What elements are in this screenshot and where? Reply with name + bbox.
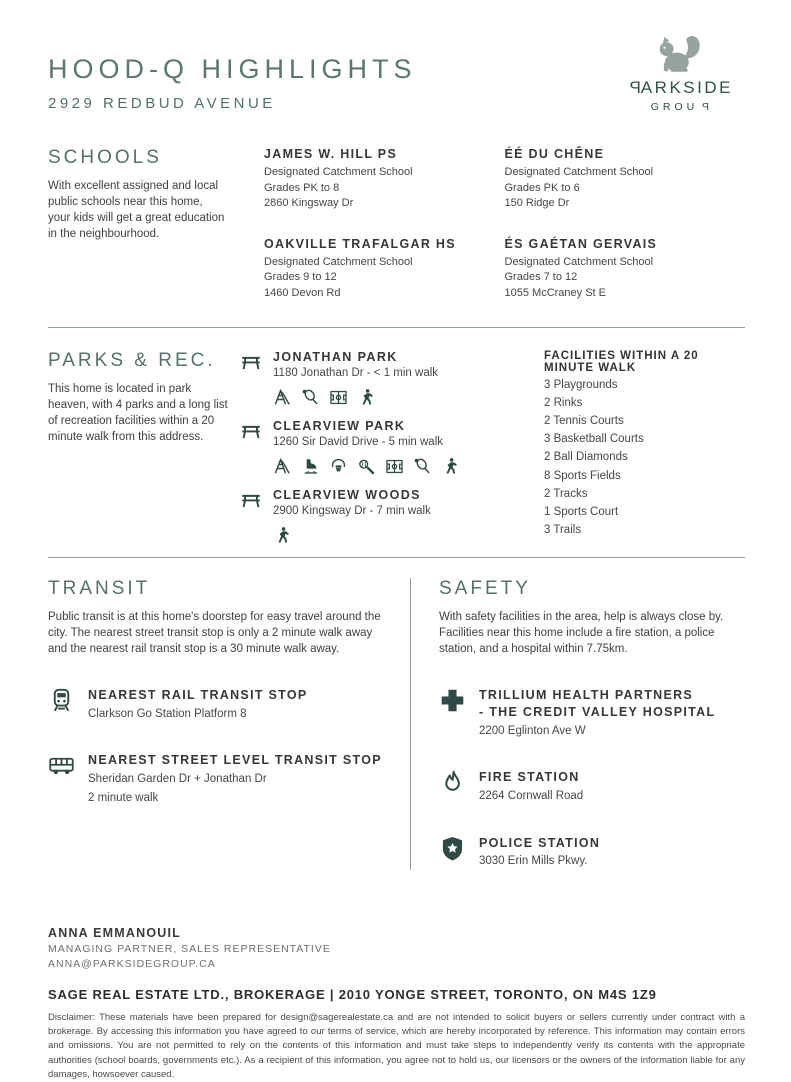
school-grades: Grades PK to 8 bbox=[264, 181, 340, 194]
squirrel-icon bbox=[654, 30, 706, 76]
brand-logo bbox=[615, 30, 745, 113]
bus-icon bbox=[48, 752, 75, 779]
facility-item: 3 Basketball Courts bbox=[544, 433, 644, 446]
shield-icon bbox=[439, 835, 466, 862]
school-type: Designated Catchment School bbox=[264, 166, 413, 178]
poi-title-line: FIRE STATION bbox=[479, 770, 580, 785]
park-activity-icons bbox=[273, 457, 480, 476]
park-activity-icons bbox=[273, 388, 480, 407]
facility-item: 8 Sports Fields bbox=[544, 469, 621, 482]
park-detail: 1260 Sir David Drive - 5 min walk bbox=[273, 435, 444, 448]
brand-subtitle bbox=[615, 101, 745, 113]
property-address: 2929 REDBUD AVENUE bbox=[48, 95, 276, 112]
school-name: ÉS GAÉTAN GERVAIS bbox=[504, 236, 658, 251]
school-address: 1460 Devon Rd bbox=[264, 287, 341, 300]
poi-line: 2200 Eglinton Ave W bbox=[479, 724, 586, 737]
agent-name: ANNA EMMANOUIL bbox=[48, 925, 181, 940]
flame-icon bbox=[439, 769, 466, 796]
page-title: HOOD-Q HIGHLIGHTS bbox=[48, 54, 417, 84]
tennis-icon bbox=[301, 388, 320, 407]
school-type: Designated Catchment School bbox=[264, 255, 413, 268]
bench-icon bbox=[240, 489, 262, 511]
agent-email: ANNA@PARKSIDEGROUP.CA bbox=[48, 957, 216, 970]
park-entry bbox=[240, 350, 480, 379]
facilities-list bbox=[544, 378, 745, 539]
facility-item: 2 Tracks bbox=[544, 487, 588, 500]
footer bbox=[48, 926, 745, 1082]
transit-section bbox=[48, 578, 382, 870]
parks-section bbox=[48, 350, 745, 557]
school-name: JAMES W. HILL PS bbox=[264, 147, 398, 161]
poi-title bbox=[479, 835, 600, 852]
rail-stop-entry bbox=[48, 687, 382, 722]
hospital-entry bbox=[439, 687, 745, 739]
sports-player-icon bbox=[357, 388, 376, 407]
brand-sub-letter: P bbox=[698, 101, 710, 113]
school-grades: Grades PK to 6 bbox=[504, 181, 580, 194]
facility-item: 3 Playgrounds bbox=[544, 378, 618, 391]
bench-icon bbox=[240, 420, 262, 442]
sports-field-icon bbox=[329, 388, 348, 407]
safety-section bbox=[410, 578, 745, 870]
disclaimer-text: Disclaimer: These materials have been prepared for design@sagerealestate.ca and are not intended to solicit buyers or sellers currently under contract with a brokerage. By accessing this information you have agreed to our terms of service, which are hereby incorporated by reference. This information may contain errors and omissions. You are not permitted to rely on the contents of this information and must take steps to independently verify its contents with the appropriate authorities (school boards, governments etc.). As a recipient of this information, you agree not to hold us, our licensors or the owners of the information liable for any damages, howsoever caused. bbox=[48, 1011, 745, 1080]
safety-heading: SAFETY bbox=[439, 577, 531, 599]
poi-title-line: TRILLIUM HEALTH PARTNERS bbox=[479, 687, 694, 702]
school-name: OAKVILLE TRAFALGAR HS bbox=[264, 236, 456, 251]
park-name: CLEARVIEW WOODS bbox=[273, 487, 421, 502]
sports-field-icon bbox=[385, 457, 404, 476]
poi-title: NEAREST RAIL TRANSIT STOP bbox=[88, 687, 308, 702]
park-name: JONATHAN PARK bbox=[273, 349, 398, 364]
section-divider bbox=[48, 327, 745, 328]
park-name: CLEARVIEW PARK bbox=[273, 418, 406, 433]
street-stop-entry bbox=[48, 752, 382, 806]
medical-cross-icon bbox=[439, 687, 466, 714]
school-entry bbox=[505, 237, 736, 302]
brand-sub-start: GROU bbox=[650, 101, 699, 113]
poi-title-line: POLICE STATION bbox=[479, 835, 601, 850]
poi-title bbox=[479, 687, 715, 721]
school-address: 2860 Kingsway Dr bbox=[264, 197, 354, 210]
school-entry bbox=[264, 147, 495, 212]
brand-letter: P bbox=[627, 78, 641, 97]
facilities-panel bbox=[480, 350, 745, 557]
facilities-heading: FACILITIES WITHIN A 20 MINUTE WALK bbox=[544, 349, 699, 374]
poi-line: Sheridan Garden Dr + Jonathan Dr bbox=[88, 773, 267, 786]
parks-heading: PARKS & REC. bbox=[48, 349, 216, 371]
facility-item: 2 Ball Diamonds bbox=[544, 451, 628, 464]
police-station-entry bbox=[439, 835, 745, 870]
facility-item: 1 Sports Court bbox=[544, 505, 619, 518]
schools-description: With excellent assigned and local public schools near this home, your kids will get a great education in the neighbourhood. bbox=[48, 180, 225, 241]
brokerage-line: SAGE REAL ESTATE LTD., BROKERAGE | 2010 YONGE STREET, TORONTO, ON M4S 1Z9 bbox=[48, 986, 657, 1002]
brand-name bbox=[615, 78, 745, 98]
park-detail: 1180 Jonathan Dr - < 1 min walk bbox=[273, 366, 439, 379]
park-entry bbox=[240, 419, 480, 448]
poi-title-line: - THE CREDIT VALLEY HOSPITAL bbox=[479, 704, 716, 719]
park-detail: 2900 Kingsway Dr - 7 min walk bbox=[273, 504, 431, 517]
poi-title bbox=[479, 769, 583, 786]
school-entry bbox=[505, 147, 736, 212]
poi-title: NEAREST STREET LEVEL TRANSIT STOP bbox=[88, 753, 382, 768]
section-divider bbox=[48, 557, 745, 558]
brand-rest: ARKSIDE bbox=[640, 78, 733, 97]
school-grades: Grades 9 to 12 bbox=[264, 271, 337, 284]
train-icon bbox=[48, 687, 75, 714]
school-entry bbox=[264, 237, 495, 302]
playground-icon bbox=[273, 457, 292, 476]
poi-line: Clarkson Go Station Platform 8 bbox=[88, 707, 247, 720]
park-activity-icons bbox=[273, 526, 480, 545]
bench-icon bbox=[240, 351, 262, 373]
facility-item: 2 Tennis Courts bbox=[544, 415, 624, 427]
transit-heading: TRANSIT bbox=[48, 577, 151, 599]
fire-station-entry bbox=[439, 769, 745, 804]
agent-title: MANAGING PARTNER, SALES REPRESENTATIVE bbox=[48, 942, 331, 955]
poi-line: 3030 Erin Mills Pkwy. bbox=[479, 855, 588, 868]
poi-line: 2264 Cornwall Road bbox=[479, 790, 584, 803]
basketball-icon bbox=[329, 457, 348, 476]
sports-player-icon bbox=[273, 526, 292, 545]
facility-item: 3 Trails bbox=[544, 524, 582, 537]
tennis-icon bbox=[413, 457, 432, 476]
safety-description: With safety facilities in the area, help is always close by. Facilities near this home include a fire station, a police station, and a hospital within 7.75km. bbox=[439, 610, 724, 655]
header bbox=[48, 30, 745, 113]
rink-icon bbox=[301, 457, 320, 476]
ball-diamond-icon bbox=[357, 457, 376, 476]
poi-line: 2 minute walk bbox=[88, 791, 159, 804]
parks-description: This home is located in park heaven, with 4 parks and a long list of recreation facilities within a 20 minute walk from this address. bbox=[48, 382, 228, 443]
park-entry bbox=[240, 488, 480, 517]
sports-player-icon bbox=[441, 457, 460, 476]
school-type: Designated Catchment School bbox=[504, 255, 654, 268]
school-address: 150 Ridge Dr bbox=[504, 197, 570, 210]
playground-icon bbox=[273, 388, 292, 407]
schools-heading: SCHOOLS bbox=[48, 147, 162, 168]
transit-description: Public transit is at this home's doorstep for easy travel around the city. The nearest street transit stop is only a 2 minute walk away and the nearest rail transit stop is a 30 minute walk away. bbox=[48, 610, 381, 655]
school-type: Designated Catchment School bbox=[504, 166, 654, 178]
school-name: ÉÉ DU CHÊNE bbox=[504, 147, 605, 161]
school-address: 1055 McCraney St E bbox=[504, 287, 606, 300]
schools-section bbox=[48, 147, 745, 327]
school-grades: Grades 7 to 12 bbox=[504, 271, 578, 284]
facility-item: 2 Rinks bbox=[544, 396, 583, 409]
